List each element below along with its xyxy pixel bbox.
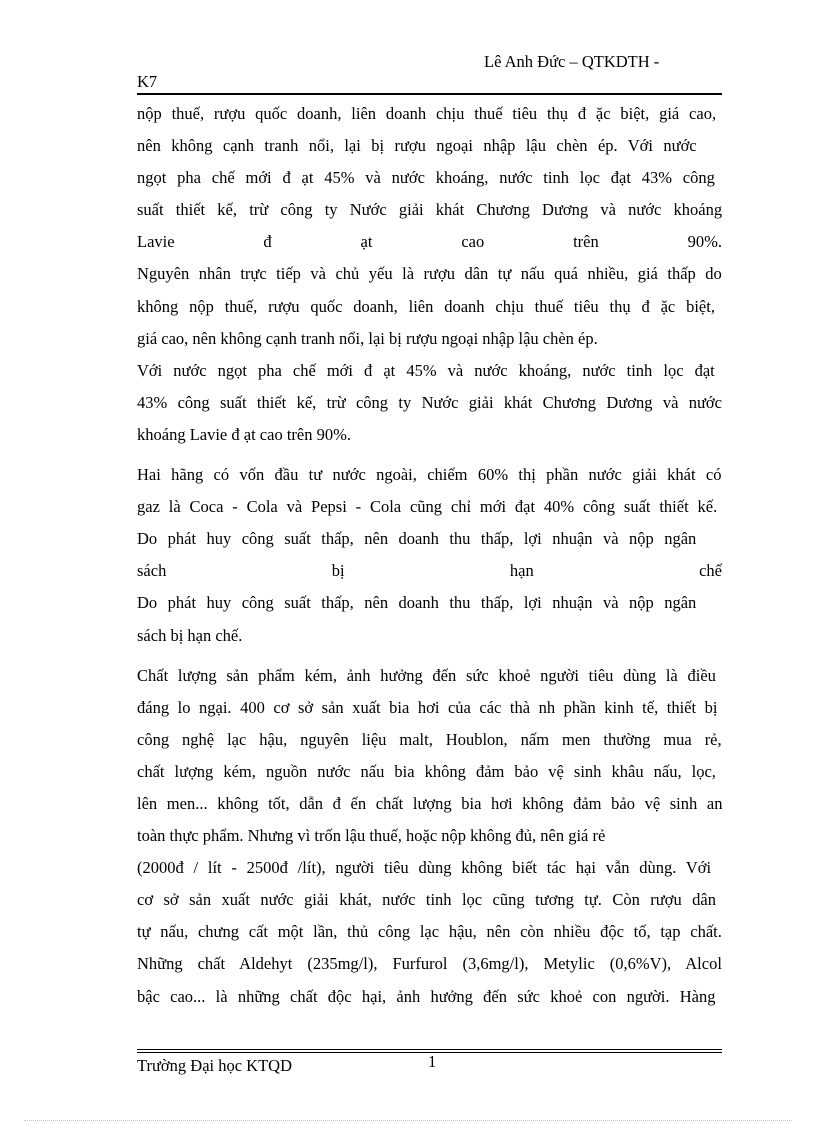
text-line: nộp thuế, rượu quốc doanh, liên doanh chịu thuế tiêu thụ đ ặc biệt, giá cao,: [137, 104, 717, 123]
paragraph-3: [137, 660, 722, 1013]
page-boundary: [24, 1120, 792, 1121]
paragraph-2: [137, 459, 722, 652]
text-line: nên không cạnh tranh nổi, lại bị rượu ngoại nhập lậu chèn ép. Với nước: [137, 136, 697, 156]
paragraph-gap: [137, 652, 722, 660]
header-author: Lê Anh Đức – QTKDTH -: [484, 52, 660, 71]
text-line: Với nước ngọt pha chế mới đ ạt 45% và nước khoáng, nước tinh lọc đạt: [137, 360, 715, 380]
text-line: tự nấu, chưng cất một lần, thủ công lạc hậu, nên còn nhiều độc tố, tạp chất.: [137, 922, 722, 942]
paragraph-gap: [137, 451, 722, 459]
text-line: Do phát huy công suất thấp, nên doanh thu thấp, lợi nhuận và nộp ngân: [137, 529, 697, 549]
text-line: Chất lượng sản phẩm kém, ảnh hưởng đến sức khoẻ người tiêu dùng là điều: [137, 665, 716, 685]
word: 90%.: [687, 232, 722, 252]
justified-line: [137, 555, 722, 587]
paragraph-1: [137, 98, 722, 451]
footer-school: Trường Đại học KTQD: [137, 1056, 293, 1075]
text-line: Nguyên nhân trực tiếp và chủ yếu là rượu dân tự nấu quá nhiều, giá thấp do: [137, 264, 722, 284]
text-line: chất lượng kém, nguồn nước nấu bia không đảm bảo vệ sinh khâu nấu, lọc,: [137, 761, 716, 781]
text-line: Do phát huy công suất thấp, nên doanh thu thấp, lợi nhuận và nộp ngân: [137, 593, 697, 613]
text-line: (2000đ / lít - 2500đ /lít), người tiêu dùng không biết tác hại vẫn dùng. Với: [137, 858, 712, 878]
text-line: giá cao, nên không cạnh tranh nổi, lại bị rượu ngoại nhập lậu chèn ép.: [137, 328, 598, 348]
text-line: ngọt pha chế mới đ ạt 45% và nước khoáng, nước tinh lọc đạt 43% công: [137, 168, 715, 188]
text-line: lên men... không tốt, dẫn đ ến chất lượng bia hơi không đảm bảo vệ sinh an: [137, 793, 723, 813]
text-line: cơ sở sản xuất nước giải khát, nước tinh lọc cũng tương tự. Còn rượu dân: [137, 890, 716, 910]
text-line: đáng lo ngại. 400 cơ sở sản xuất bia hơi của các thà nh phần kinh tế, thiết bị: [137, 697, 718, 717]
word: hạn: [509, 561, 534, 581]
word: sách: [137, 561, 167, 581]
page-number: 1: [428, 1052, 437, 1071]
text-line: bậc cao... là những chất độc hại, ảnh hưởng đến sức khoẻ con người. Hàng: [137, 986, 716, 1006]
text-line: công nghệ lạc hậu, nguyên liệu malt, Houblon, nấm men thường mua rẻ,: [137, 729, 722, 749]
page-body: [137, 98, 722, 1013]
word: trên: [573, 232, 599, 252]
text-line: suất thiết kế, trừ công ty Nước giải khát Chương Dương và nước khoáng: [137, 200, 723, 220]
footer-rule: [137, 1049, 722, 1050]
text-line: gaz là Coca - Cola và Pepsi - Cola cũng chỉ mới đạt 40% công suất thiết kế.: [137, 497, 718, 517]
text-line: sách bị hạn chế.: [137, 625, 243, 645]
text-line: không nộp thuế, rượu quốc doanh, liên doanh chịu thuế tiêu thụ đ ặc biệt,: [137, 296, 715, 316]
word: bị: [331, 561, 345, 581]
word: đ: [263, 232, 272, 252]
word: cao: [461, 232, 485, 252]
header-cohort: K7: [137, 72, 158, 91]
word: chế: [699, 561, 722, 581]
text-line: 43% công suất thiết kế, trừ công ty Nước giải khát Chương Dương và nước: [137, 392, 722, 412]
text-line: khoáng Lavie đ ạt cao trên 90%.: [137, 424, 351, 444]
word: ạt: [360, 232, 373, 252]
text-line: Hai hãng có vốn đầu tư nước ngoài, chiếm 60% thị phần nước giải khát có: [137, 465, 722, 485]
header-rule: [137, 93, 722, 95]
word: Lavie: [137, 232, 175, 252]
justified-line: [137, 226, 722, 258]
text-line: toàn thực phẩm. Nhưng vì trốn lậu thuế, hoặc nộp không đủ, nên giá rẻ: [137, 826, 606, 846]
text-line: Những chất Aldehyt (235mg/l), Furfurol (3,6mg/l), Metylic (0,6%V), Alcol: [137, 954, 722, 974]
